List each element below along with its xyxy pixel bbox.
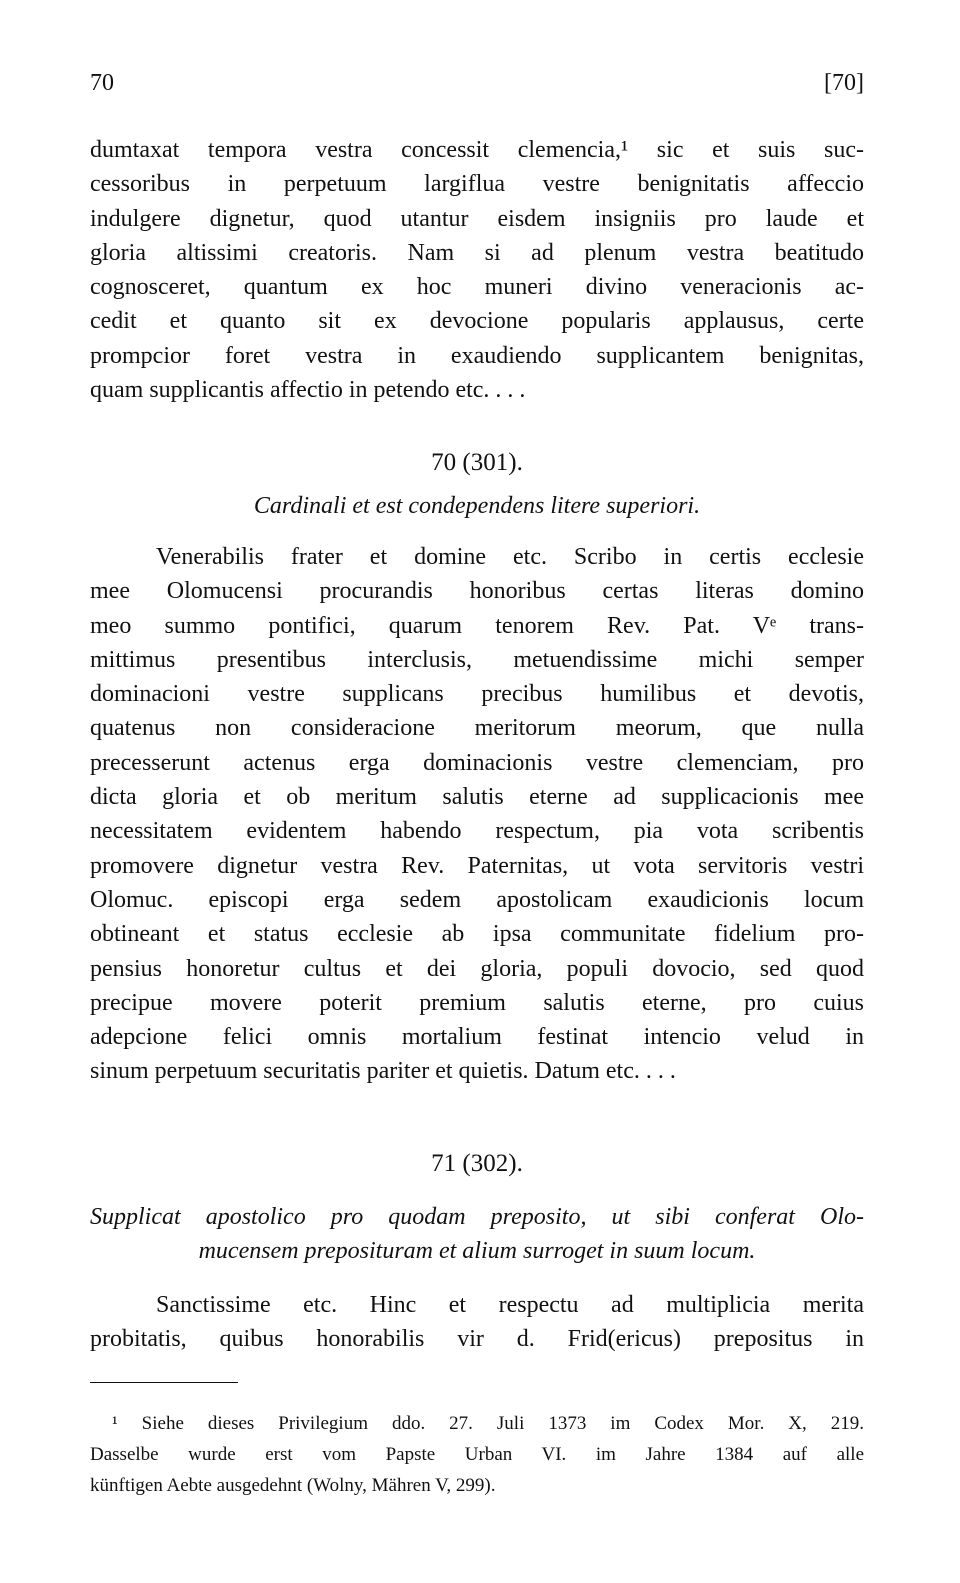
text-line: gloria altissimi creatoris. Nam si ad plenum vestra beatitudo [90, 239, 864, 266]
text-line: dicta gloria et ob meritum salutis eterne ad supplicacionis mee [90, 784, 864, 811]
text-line: mittimus presentibus interclusis, metuendissime michi semper [90, 646, 864, 673]
text-line: Venerabilis frater et domine etc. Scribo in certis ecclesie [156, 544, 864, 570]
footnote-line: ¹ Siehe dieses Privilegium ddo. 27. Juli 1373 im Codex Mor. X, 219. [112, 1413, 864, 1434]
text-line: necessitatem evidentem habendo respectum, pia vota scribentis [90, 818, 864, 845]
letter-body-71 [90, 1288, 864, 1357]
text-line: quam supplicantis affectio in petendo etc. . . . [90, 377, 526, 404]
letter-body-70 [90, 540, 864, 1089]
subtitle-line: mucensem preposituram et alium surroget in suum locum. [198, 1238, 756, 1264]
text-line: dominacioni vestre supplicans precibus humilibus et devotis, [90, 681, 864, 708]
text-line: cognosceret, quantum ex hoc muneri divino veneracionis ac- [90, 274, 864, 301]
text-line: precesserunt actenus erga dominacionis vestre clemenciam, pro [90, 749, 864, 776]
page-header [90, 70, 864, 97]
text-line: dumtaxat tempora vestra concessit clemencia,¹ sic et suis suc- [90, 137, 864, 163]
section-subtitle-71 [90, 1200, 864, 1268]
footnote-line: Dasselbe wurde erst vom Papste Urban VI. im Jahre 1384 auf alle [90, 1444, 864, 1465]
text-line: indulgere dignetur, quod utantur eisdem insigniis pro laude et [90, 205, 864, 232]
page-number-right: [70] [824, 70, 864, 96]
subtitle-line: Supplicat apostolico pro quodam preposito, ut sibi conferat Olo- [90, 1204, 864, 1230]
text-line: mee Olomucensi procurandis honoribus certas literas domino [90, 578, 864, 605]
text-line: promovere dignetur vestra Rev. Paternitas, ut vota servitoris vestri [90, 852, 864, 879]
paragraph-continued [90, 133, 864, 407]
text-line: Sanctissime etc. Hinc et respectu ad multiplicia merita [156, 1292, 864, 1318]
text-line: meo summo pontifici, quarum tenorem Rev. Pat. Vᵉ trans- [90, 612, 864, 639]
text-line: obtineant et status ecclesie ab ipsa communitate fidelium pro- [90, 921, 864, 948]
text-line: cedit et quanto sit ex devocione popularis applausus, certe [90, 308, 864, 335]
text-line: pensius honoretur cultus et dei gloria, populi dovocio, sed quod [90, 955, 864, 982]
footnote-line: künftigen Aebte ausgedehnt (Wolny, Mähren V, 299). [90, 1475, 496, 1496]
page-number-left: 70 [90, 70, 114, 96]
text-line: cessoribus in perpetuum largiflua vestre benignitatis affeccio [90, 171, 864, 198]
section-heading-71: 71 (302). [431, 1150, 523, 1177]
footnote [90, 1408, 864, 1501]
section-heading-70: 70 (301). [431, 449, 523, 476]
text-line: Olomuc. episcopi erga sedem apostolicam exaudicionis locum [90, 886, 864, 913]
text-line: precipue movere poterit premium salutis eterne, pro cuius [90, 989, 864, 1016]
section-subtitle-70: Cardinali et est condependens litere superiori. [253, 493, 701, 519]
text-line: sinum perpetuum securitatis pariter et quietis. Datum etc. . . . [90, 1058, 676, 1085]
footnote-divider [90, 1382, 238, 1383]
text-line: quatenus non consideracione meritorum meorum, que nulla [90, 715, 864, 742]
text-line: prompcior foret vestra in exaudiendo supplicantem benignitas, [90, 342, 864, 369]
text-line: probitatis, quibus honorabilis vir d. Frid(ericus) prepositus in [90, 1326, 864, 1353]
text-line: adepcione felici omnis mortalium festinat intencio velud in [90, 1024, 864, 1051]
